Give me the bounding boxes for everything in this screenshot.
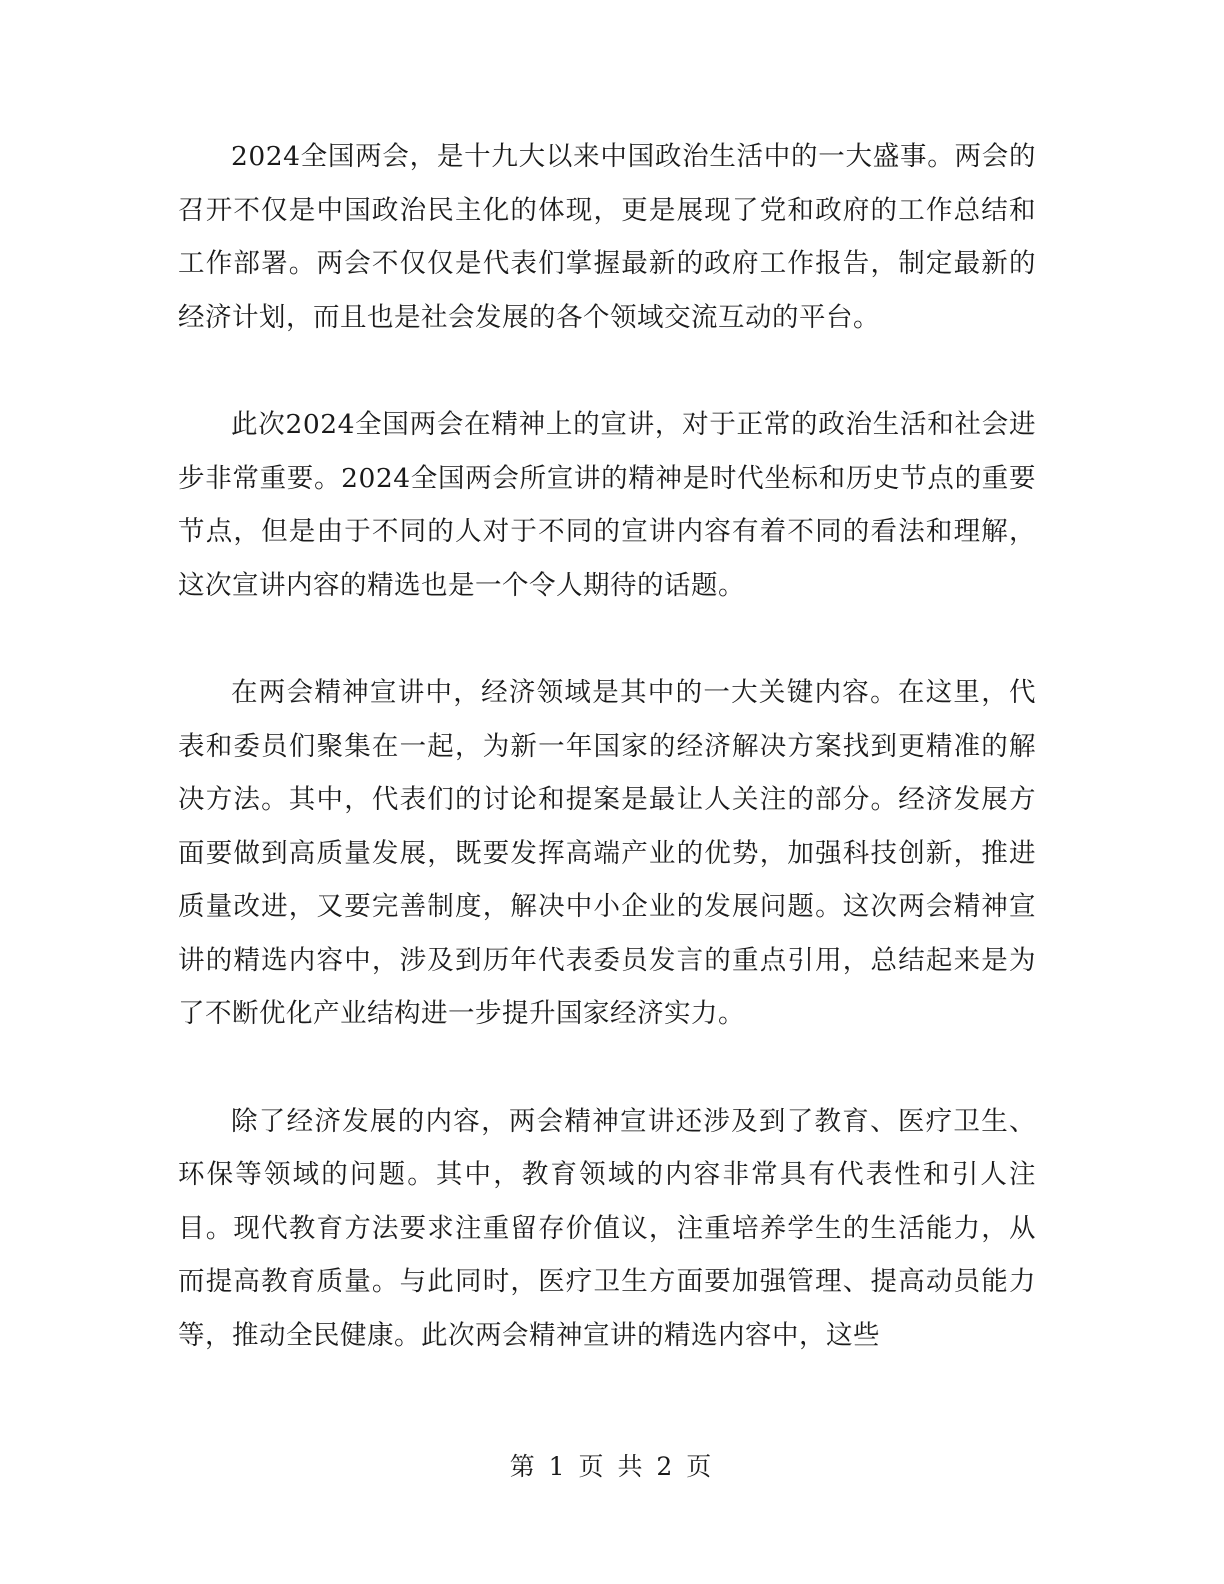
document-body [178,130,1036,1416]
paragraph-4: 除了经济发展的内容，两会精神宣讲还涉及到了教育、医疗卫生、环保等领域的问题。其中，教育领域的内容非常具有代表性和引人注目。现代教育方法要求注重留存价值议，注重培养学生的生活能力，从而提高教育质量。与此同时，医疗卫生方面要加强管理、提高动员能力等，推动全民健康。此次两会精神宣讲的精选内容中，这些 [178,1105,1036,1351]
paragraph-2: 此次2024全国两会在精神上的宣讲，对于正常的政治生活和社会进步非常重要。2024全国两会所宣讲的精神是时代坐标和历史节点的重要节点，但是由于不同的人对于不同的宣讲内容有着不同的看法和理解，这次宣讲内容的精选也是一个令人期待的话题。 [178,409,1036,601]
page-footer: 第 1 页 共 2 页 [509,1452,715,1481]
paragraph-1: 2024全国两会，是十九大以来中国政治生活中的一大盛事。两会的召开不仅是中国政治民主化的体现，更是展现了党和政府的工作总结和工作部署。两会不仅仅是代表们掌握最新的政府工作报告，制定最新的经济计划，而且也是社会发展的各个领域交流互动的平台。 [178,141,1036,333]
paragraph-3: 在两会精神宣讲中，经济领域是其中的一大关键内容。在这里，代表和委员们聚集在一起，为新一年国家的经济解决方案找到更精准的解决方法。其中，代表们的讨论和提案是最让人关注的部分。经济发展方面要做到高质量发展，既要发挥高端产业的优势，加强科技创新，推进质量改进，又要完善制度，解决中小企业的发展问题。这次两会精神宣讲的精选内容中，涉及到历年代表委员发言的重点引用，总结起来是为了不断优化产业结构进一步提升国家经济实力。 [178,677,1036,1029]
